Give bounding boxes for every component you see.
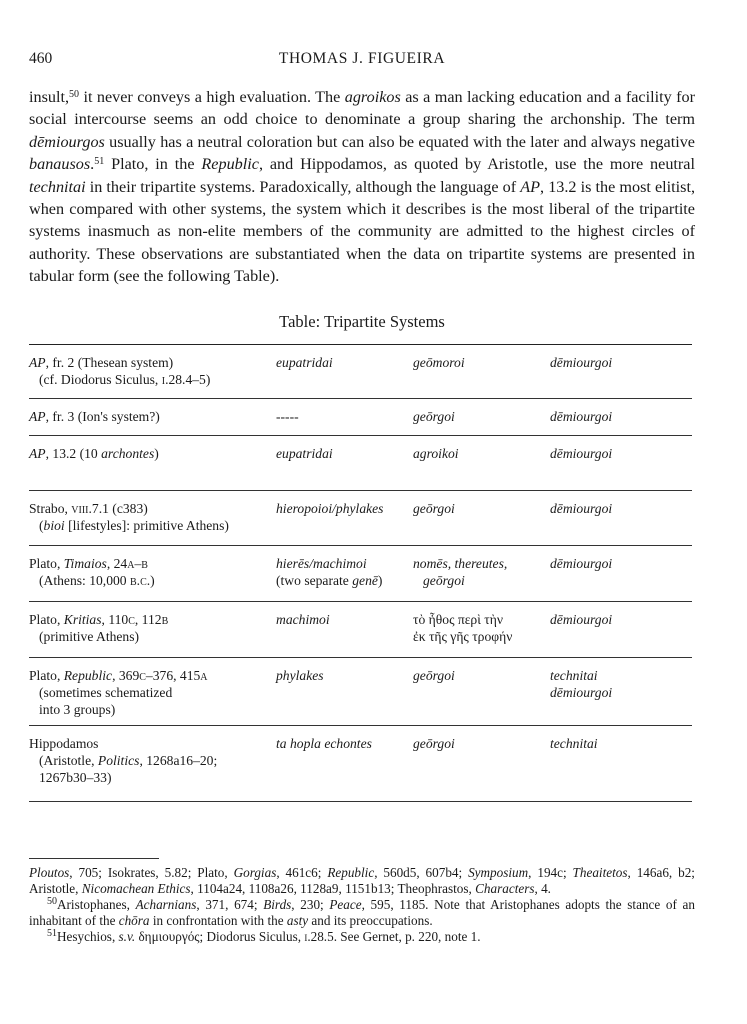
table-cell: geōrgoi — [413, 736, 455, 751]
table-row — [29, 436, 692, 490]
table-cell: dēmiourgoi — [550, 556, 613, 571]
footnote-50: $^{50}$Aristophanes, Acharnians, 371, 674; Birds, 230; Peace, 595, 1185. Note that Aristophanes adopts the stance of an inhabitant of the chōra in confrontation with the asty and its preoccupations. — [29, 896, 696, 928]
table-cell: dēmiourgoi — [550, 501, 613, 516]
footnote-51: $^{51}$Hesychios, s.v. δημιουργός; Diodorus Siculus, i.28.5. See Gernet, p. 220, note 1. — [47, 928, 481, 944]
table-row — [29, 546, 692, 601]
table-cell-source: Strabo, viii.7.1 (c383) (bioi [lifestyles]: primitive Athens) — [29, 501, 229, 533]
footnote-ref-51: 51 — [94, 156, 105, 168]
table-cell: hierēs/machimoi (two separate genē) — [276, 556, 383, 588]
page-number: 460 — [29, 50, 53, 67]
table-cell-source: AP, fr. 2 (Thesean system) (cf. Diodorus Siculus, i.28.4–5) — [29, 355, 211, 387]
table-row — [29, 658, 692, 725]
table-cell: dēmiourgoi — [550, 612, 613, 627]
table-cell: geōrgoi — [413, 668, 455, 683]
table-cell: geōrgoi — [413, 501, 455, 516]
table-cell: technitai dēmiourgoi — [550, 668, 613, 700]
table-cell-source: AP, fr. 3 (Ion's system?) — [29, 409, 160, 424]
table-cell-source: AP, 13.2 (10 archontes) — [29, 446, 159, 461]
tripartite-systems-table — [29, 344, 692, 802]
table-row — [29, 399, 692, 435]
table-title: Table: Tripartite Systems — [279, 312, 445, 331]
table-cell: nomēs, thereutes, geōrgoi — [413, 556, 508, 588]
footnotes — [29, 865, 695, 945]
table-cell: dēmiourgoi — [550, 409, 613, 424]
table-row — [29, 602, 692, 657]
footnote-ref-50: 50 — [69, 89, 80, 100]
running-head — [29, 50, 695, 72]
table-cell: phylakes — [276, 668, 324, 683]
table-cell-source: Hippodamos (Aristotle, Politics, 1268a16–20; 1267b30–33) — [29, 736, 218, 785]
table-cell: machimoi — [276, 612, 330, 627]
table-cell-source: Plato, Timaios, 24a–b (Athens: 10,000 b.c.) — [29, 556, 155, 588]
table-cell: geōrgoi — [413, 409, 455, 424]
table-cell: geōmoroi — [413, 355, 465, 370]
table-cell: hieropoioi/phylakes — [276, 501, 384, 516]
table-cell-source: Plato, Republic, 369c–376, 415a (sometimes schematized into 3 groups) — [29, 668, 208, 717]
table-cell: eupatridai — [276, 446, 333, 461]
table-cell-source: Plato, Kritias, 110c, 112b (primitive Athens) — [29, 612, 169, 644]
body-paragraph: insult,$^{50}$ it never conveys a high evaluation. The agroikos as a man lacking education and a facility for social intercourse seems an odd choice to denominate a group sharing the archonship. The term dēmiourgos usually has a neutral coloration but can also be equated with the later and always negative banausos.$^{51}$ Plato, in the Republic, and Hippodamos, as quoted by Aristotle, use the more neutral technitai in their tripartite systems. Paradoxically, although the language of AP, 13.2 is the most elitist, when compared with other systems, the system which it describes is the most liberal of the tripartite systems inasmuch as non-elite members of the community are admitted to the highest circles of authority. These observations are substantiated when the data on tripartite systems are presented in tabular form (see the following Table). — [29, 88, 696, 286]
table-cell: technitai — [550, 736, 598, 751]
table-cell: ta hopla echontes — [276, 736, 372, 751]
table-cell: dēmiourgoi — [550, 355, 613, 370]
running-head-author: THOMAS J. FIGUEIRA — [278, 50, 446, 67]
table-cell-greek: τὸ ἦθος περὶ τὴν ἐκ τῆς γῆς τροφήν — [413, 612, 513, 644]
footnote-rule — [29, 858, 159, 859]
table-cell: agroikoi — [413, 446, 459, 461]
table-cell: eupatridai — [276, 355, 333, 370]
footnote-continuation: Ploutos, 705; Isokrates, 5.82; Plato, Gorgias, 461c6; Republic, 560d5, 607b4; Symposium, 194c; Theaitetos, 146a6, b2; Aristotle, Nicomachean Ethics, 1104a24, 1108a26, 1128a9, 1151b13; Theophrastos, Characters, 4. — [29, 865, 695, 896]
table-cell: dēmiourgoi — [550, 446, 613, 461]
table-rule — [29, 801, 692, 802]
table-row — [29, 345, 692, 398]
table-cell: ----- — [276, 409, 299, 424]
table-row — [29, 491, 692, 545]
table-row — [29, 726, 692, 801]
